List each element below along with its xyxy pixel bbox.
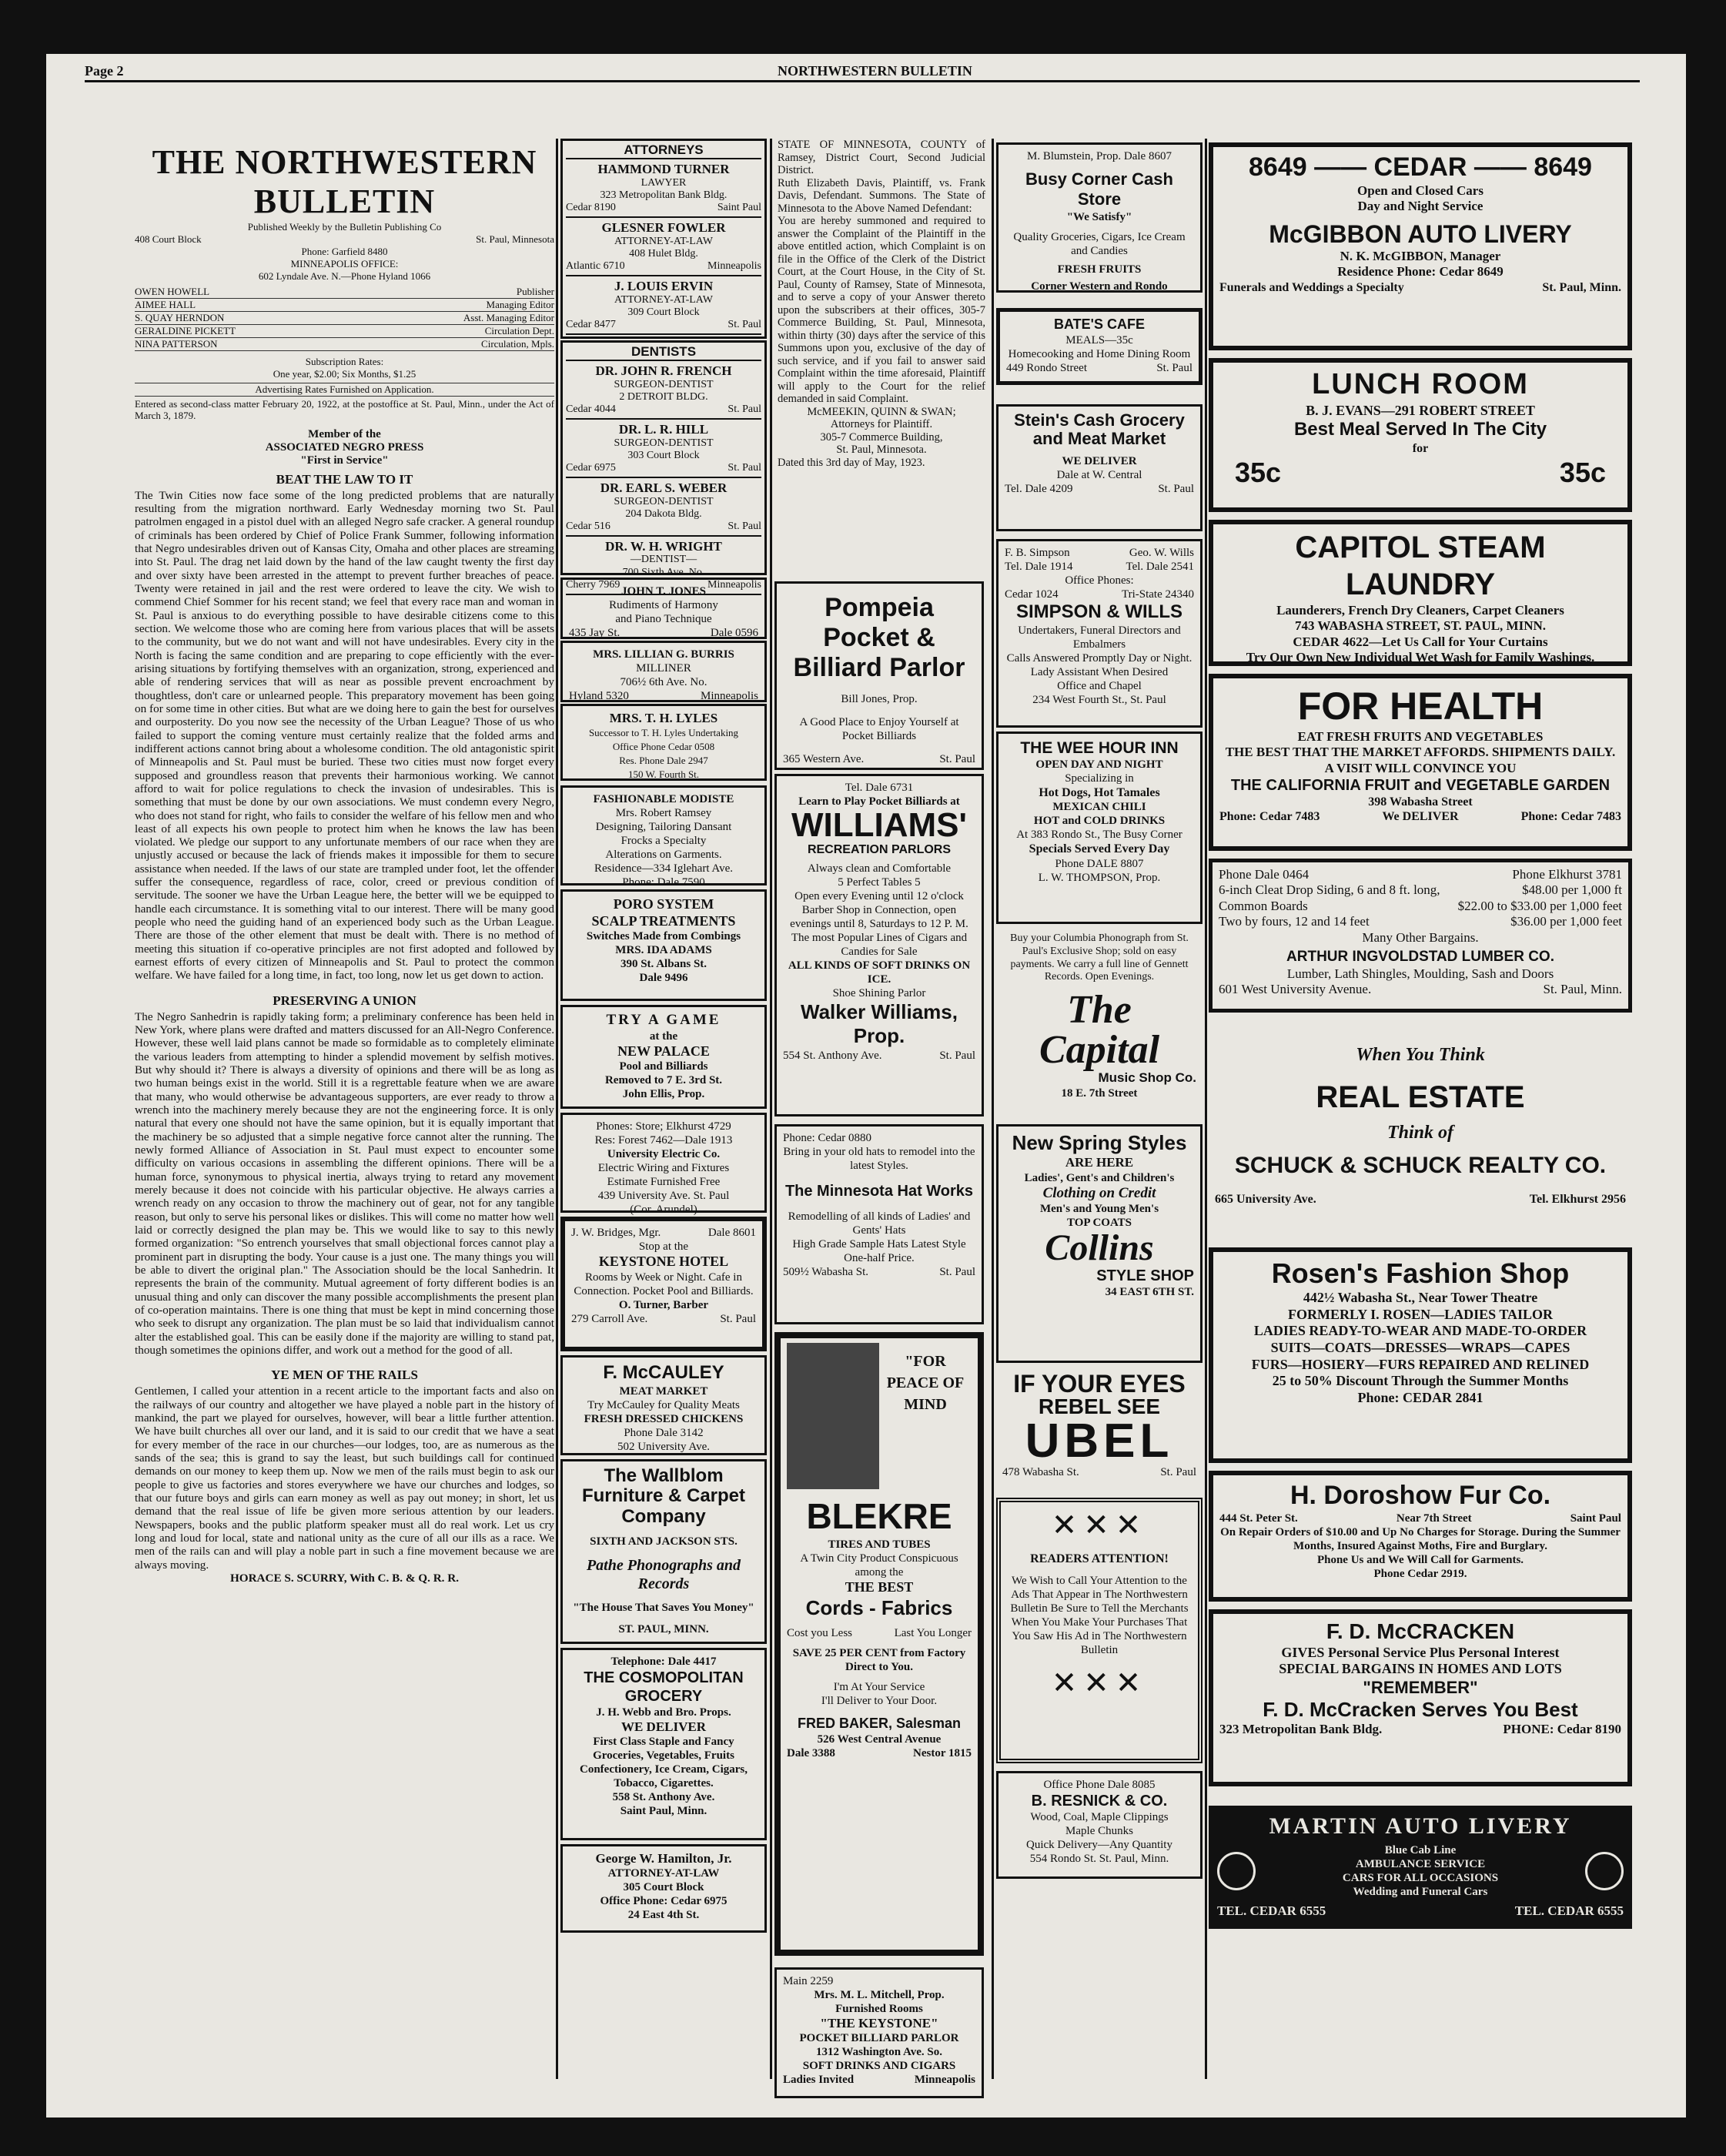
article-body: Gentlemen, I called your attention in a recent article to the important facts and also on the railways of our country and altogether we have played a noble part in the history of mankind, the part we played for ourselves, however, will bear a little further attention. We have built churches all over our land, and it is said to our credit that we have a seat for every member of the race in our churches—our lodges, too, are as numerous as the sands of the sea; this is grand to say the least, but such buildings call for continued demands on our money to keep them up. Now we men of the rails must begin to ask our people to give us factories and stores everywhere we have our churches and lodges, so that our future boys and girls can earn money as well as pay out money; in short, let us demand that the real issue of life be given more serious attention by our leaders. Newspapers, books and the public platform speaker must all do real work. Let us cry long and loud for local, state and national unity as the cure of all our ills as a race. We men of the rails can and will play a noble part in such a fine movement because we are always moving. bbox=[135, 1384, 554, 1572]
rosen-fashion-ad: Rosen's Fashion Shop 442½ Wabasha St., Near Tower Theatre FORMERLY I. ROSEN—LADIES TAILOR LADIES READY-TO-WEAR AND MADE-TO-ORDER SUITS—COATS—DRESSES—WRAPS—CAPES FURS—HOSIERY—FURS REPAIRED AND RELINED 25 to 50% Discount Through the Summer Months Phone: CEDAR 2841 bbox=[1209, 1247, 1632, 1463]
attorney-card-phone: Cedar 8190 bbox=[566, 202, 616, 214]
business-ads-column bbox=[996, 139, 1203, 2083]
dentist-card-name: DR. W. H. WRIGHT bbox=[605, 538, 722, 554]
attorney-card-name: J. LOUIS ERVIN bbox=[614, 279, 714, 294]
palace-ad: TRY A GAME at the NEW PALACE Pool and Billiards Removed to 7 E. 3rd St. John Ellis, Prop. bbox=[560, 1005, 767, 1109]
page-number: Page 2 bbox=[85, 63, 124, 79]
wheel-emblem-icon bbox=[1217, 1852, 1256, 1890]
staff-list bbox=[135, 286, 554, 351]
mpls-address: 602 Lyndale Ave. N.—Phone Hyland 1066 bbox=[258, 270, 431, 282]
press-name: ASSOCIATED NEGRO PRESS bbox=[265, 440, 424, 454]
lunch-room-ad: LUNCH ROOM B. J. EVANS—291 ROBERT STREET Best Meal Served In The City for 35c 35c bbox=[1209, 358, 1632, 512]
member-line: Member of the bbox=[308, 427, 381, 440]
mccracken-ad: F. D. McCRACKEN GIVES Personal Service Plus Personal Interest SPECIAL BARGAINS IN HOMES AND LOTS "REMEMBER" F. D. McCracken Serves You Best 323 Metropolitan Bank Bldg. PHONE: Cedar 8190 bbox=[1209, 1609, 1632, 1786]
capitol-laundry-ad: CAPITOL STEAM LAUNDRY Launderers, French Dry Cleaners, Carpet Cleaners 743 WABASHA STREET, ST. PAUL, MINN. CEDAR 4622—Let Us Call for Your Curtains Try Our Own New Individual Wet Wash for Family Washings. bbox=[1209, 520, 1632, 666]
masthead-address-row: 408 Court Block St. Paul, Minnesota bbox=[135, 233, 554, 245]
running-title: NORTHWESTERN BULLETIN bbox=[778, 63, 972, 79]
dentist-list bbox=[566, 361, 761, 594]
attorney-card-name: HAMMOND TURNER bbox=[597, 162, 730, 177]
attorney-list bbox=[566, 159, 761, 334]
attorney-card-phone: Cedar 8477 bbox=[566, 318, 616, 330]
dentist-card-city: St. Paul bbox=[728, 520, 761, 532]
dentist-card-city: Minneapolis bbox=[707, 578, 761, 591]
williams-ad: Tel. Dale 6731 Learn to Play Pocket Billiards at WILLIAMS' RECREATION PARLORS Always clean and Comfortable 5 Perfect Tables 5 Open every Evening until 12 o'clock Barber Shop in Connection, open evenings until 8, Saturdays to 12 P. M. The most Popular Lines of Cigars and Candies for Sale ALL KINDS OF SOFT DRINKS ON ICE. Shoe Shining Parlor Walker Williams, Prop. 554 St. Anthony Ave. St. Paul bbox=[774, 774, 984, 1116]
dentist-card-title: SURGEON-DENTIST bbox=[614, 437, 714, 449]
dentist-card-phone: Cedar 6975 bbox=[566, 461, 616, 474]
wallblom-ad: The Wallblom Furniture & Carpet Company SIXTH AND JACKSON STS. Pathe Phonographs and Records "The House That Saves You Money" ST. PAUL, MINN. bbox=[560, 1459, 767, 1644]
pompeia-ad: Pompeia Pocket & Billiard Parlor Bill Jones, Prop. A Good Place to Enjoy Yourself at Pocket Billiards 365 Western Ave. St. Paul bbox=[774, 581, 984, 770]
staff-row bbox=[135, 312, 554, 325]
press-motto: "First in Service" bbox=[300, 454, 389, 467]
dentist-card-title: SURGEON-DENTIST bbox=[614, 495, 714, 507]
blekre-ad: "FOR PEACE OF MIND BLEKRE TIRES AND TUBES A Twin City Product Conspicuous among the THE BEST Cords - Fabrics Cost you Less Last You Longer SAVE 25 PER CENT from Factory Direct to You. I'm At Your Service I'll Deliver to Your Door. FRED BAKER, Salesman 526 West Central Avenue Dale 3388 Nestor 1815 bbox=[774, 1332, 984, 1956]
attorney-card-name: GLESNER FOWLER bbox=[601, 220, 726, 236]
dentist-card-name: DR. L. R. HILL bbox=[618, 422, 709, 437]
subscription-rates: One year, $2.00; Six Months, $1.25 bbox=[273, 368, 416, 380]
price-right: 35c bbox=[1559, 457, 1606, 489]
header-rule bbox=[85, 80, 1640, 82]
dentist-card bbox=[566, 420, 761, 478]
staff-name: GERALDINE PICKETT bbox=[135, 325, 236, 336]
dentist-card bbox=[566, 361, 761, 420]
schuck-realty-ad: When You Think REAL ESTATE Think of SCHUCK & SCHUCK REALTY CO. 665 University Ave. Tel. Elkhurst 2956 bbox=[1215, 1045, 1626, 1206]
column-rule-3 bbox=[992, 139, 994, 2079]
attorney-card-title: ATTORNEY-AT-LAW bbox=[614, 293, 713, 306]
article-signature: HORACE S. SCURRY, With C. B. & Q. R. R. bbox=[229, 1571, 460, 1585]
salesman-photo bbox=[787, 1343, 879, 1489]
dentist-card-name: DR. EARL S. WEBER bbox=[600, 480, 728, 496]
dentist-card-city: St. Paul bbox=[728, 403, 761, 416]
dentist-card-addr: 303 Court Block bbox=[627, 449, 700, 461]
dentist-card-name: DR. JOHN R. FRENCH bbox=[595, 363, 732, 379]
dentist-card-addr: 700 Sixth Ave. No. bbox=[622, 566, 705, 578]
publisher-line: Published Weekly by the Bulletin Publishing Co bbox=[247, 221, 442, 233]
dentist-card-phone: Cedar 4044 bbox=[566, 403, 616, 416]
article-title: PRESERVING A UNION bbox=[273, 993, 416, 1008]
staff-role: Asst. Managing Editor bbox=[463, 312, 554, 323]
page-header bbox=[85, 63, 1640, 80]
dentist-card-phone: Cherry 7969 bbox=[566, 578, 620, 591]
article-body: The Negro Sanhedrin is rapidly taking form; a preliminary conference has been held in New York, where plans were drafted and matters discussed for an All-Negro Conference. However, these well laid plans cannot be made so formidable as to completely eliminate the various leaders from attempting to hinder a splendid movement by selfish motives. But why should it? There is always a diversity of opinions and there will be as long as two human beings exist in the world. Still it is a regrettable feature when we are aware that many, who would otherwise be advantageous supporters, are ever ready to throw a wrench into the machinery merely because they are not the engineering force. It is only natural that every one should not have the same opinion, but it is equally important that the machinery be so adjusted that a simple negative force cannot alter the running. The newly formed Alliance of Association in St. Paul must expect to encounter some difficulty on various occasions in assembling the different opinions. There will be a human force, synonymous to physical inertia, always trying to retard any movement merely because it does not coincide with his particular objective. He always carries a wrench ready on any occasion to throw the machinery out of gear, not for any tangible reason, but only to serve his personal likes or dislikes. This will come no matter how well laid or correctly designed the plan may be. This we would like to say to this newly formed organization: "So entrench yourselves that small objectional forces cannot play a prominent part in disrupting the body. Your cause is a just one. The many things you will be able to divert the original plan." The Association should be the local Sanhedrin. It represents the brain of the community. Mutual agreement of forty different bodies is an unusual thing and only can discover the many possible accomplishments the present plan of co-operation maintains. There is one thing that must be kept in mind concerning those who seek to disrupt any organization. The plan must be so laid that individualism cannot alter the established goal. This can be easily done if the majority are willing to stand pat, though sometimes the opinions differ, and work out a method for the good of all. bbox=[135, 1009, 554, 1357]
dentist-card-addr: 204 Dakota Bldg. bbox=[625, 507, 702, 520]
staff-name: AIMEE HALL bbox=[135, 299, 196, 310]
keystone-hotel-ad: J. W. Bridges, Mgr. Dale 8601 Stop at the KEYSTONE HOTEL Rooms by Week or Night. Cafe in Connection. Pocket Pool and Billiards. O. Turner, Barber 279 Carroll Ave. St. Paul bbox=[560, 1217, 767, 1351]
california-fruit-ad: FOR HEALTH EAT FRESH FRUITS AND VEGETABLES THE BEST THAT THE MARKET AFFORDS. SHIPMENTS DAILY. A VISIT WILL CONVINCE YOU THE CALIFORNIA FRUIT and VEGETABLE GARDEN 398 Wabasha Street Phone: Cedar 7483 We DELIVER Phone: Cedar 7483 bbox=[1209, 674, 1632, 851]
directory-column bbox=[560, 139, 767, 2083]
martin-livery-ad: MARTIN AUTO LIVERY Blue Cab Line AMBULANCE SERVICE CARS FOR ALL OCCASIONS Wedding and Funeral Cars TEL. CEDAR 6555 TEL. CEDAR 6555 bbox=[1209, 1806, 1632, 1929]
staff-row bbox=[135, 286, 554, 299]
attorney-card bbox=[566, 159, 761, 218]
collins-style-shop-ad: New Spring Styles ARE HERE Ladies', Gent's and Children's Clothing on Credit Men's and Young Men's TOP COATS Collins STYLE SHOP 34 EAST 6TH ST. bbox=[996, 1124, 1203, 1363]
masthead-phone: Phone: Garfield 8480 bbox=[301, 246, 388, 257]
bates-cafe-ad: BATE'S CAFE MEALS—35c Homecooking and Home Dining Room 449 Rondo Street St. Paul bbox=[996, 308, 1203, 385]
dentist-card-title: —DENTIST— bbox=[630, 554, 697, 566]
ubel-optical-ad: IF YOUR EYES REBEL SEE UBEL 478 Wabasha St. St. Paul bbox=[1002, 1370, 1196, 1478]
article-title: YE MEN OF THE RAILS bbox=[271, 1368, 418, 1383]
ornament-icon: ✕✕✕ bbox=[1051, 1508, 1148, 1542]
staff-role: Circulation Dept. bbox=[484, 325, 554, 336]
ingvoldstad-lumber-ad: Phone Dale 0464 Phone Elkhurst 3781 6-inch Cleat Drop Siding, 6 and 8 ft. long, $48.00 per 1,000 ft Common Boards $22.00 to $33.00 per 1,000 feet Two by fours, 12 and 14 feet $36.00 per 1,000 feet Many Other Bargains. ARTHUR INGVOLDSTAD LUMBER CO. Lumber, Lath Shingles, Moulding, Sash and Doors 601 West University Avenue. St. Paul, Minn. bbox=[1209, 859, 1632, 1013]
legal-and-ads-column bbox=[774, 139, 988, 2087]
staff-row bbox=[135, 299, 554, 312]
burris-ad: MRS. LILLIAN G. BURRIS MILLINER 706½ 6th Ave. No. Hyland 5320 Minneapolis bbox=[560, 641, 767, 702]
attorney-card-title: LAWYER bbox=[641, 176, 687, 189]
electric-ad: Phones: Store; Elkhurst 4729 Res: Forest 7462—Dale 1913 University Electric Co. Electric Wiring and Fixtures Estimate Furnished Free 439 University Ave. St. Paul (Cor. Arundel) bbox=[560, 1113, 767, 1213]
attorney-card-title: ATTORNEY-AT-LAW bbox=[614, 235, 713, 247]
dentist-card-addr: 2 DETROIT BLDG. bbox=[619, 391, 708, 403]
attorney-card-addr: 309 Court Block bbox=[627, 306, 700, 318]
dentist-card-title: SURGEON-DENTIST bbox=[614, 378, 714, 390]
stein-grocery-ad: Stein's Cash Grocery and Meat Market WE DELIVER Dale at W. Central Tel. Dale 4209 St. Paul bbox=[996, 404, 1203, 531]
entry-note: Entered as second-class matter February 20, 1922, at the postoffice at St. Paul, Minn., under the Act of March 3, 1879. bbox=[135, 398, 554, 421]
attorneys-ad: ATTORNEYS HAMMOND TURNER LAWYER 323 Metropolitan Bank Bldg. Cedar 8190 Saint Paul GLESNER FOWLER ATTORNEY-AT-LAW 408 Hulet Bldg. Atlantic 6710 Minneapolis J. LOUIS ERVIN ATTORNEY-AT-LAW 309 Court Block Cedar 8477 St. Paul bbox=[560, 139, 767, 339]
jones-ad: JOHN T. JONES Rudiments of Harmony and Piano Technique 435 Jay St. Dale 0596 bbox=[560, 578, 767, 639]
cosmopolitan-ad: Telephone: Dale 4417 THE COSMOPOLITAN GROCERY J. H. Webb and Bro. Props. WE DELIVER First Class Staple and Fancy Groceries, Vegetables, Fruits Confectionery, Ice Cream, Cigars, Tobacco, Cigarettes. 558 St. Anthony Ave. Saint Paul, Minn. bbox=[560, 1648, 767, 1840]
attorney-card bbox=[566, 276, 761, 335]
staff-role: Circulation, Mpls. bbox=[481, 338, 554, 350]
column-rule-1 bbox=[556, 139, 558, 2079]
staff-name: S. QUAY HERNDON bbox=[135, 312, 225, 323]
wee-hour-inn-ad: THE WEE HOUR INN OPEN DAY AND NIGHT Specializing in Hot Dogs, Hot Tamales MEXICAN CHILI HOT and COLD DRINKS At 383 Rondo St., The Busy Corner Specials Served Every Day Phone DALE 8807 L. W. THOMPSON, Prop. bbox=[996, 732, 1203, 924]
attorney-card-phone: Atlantic 6710 bbox=[566, 259, 625, 272]
article-title: BEAT THE LAW TO IT bbox=[276, 471, 413, 487]
attorney-card-city: Minneapolis bbox=[707, 259, 761, 272]
staff-name: OWEN HOWELL bbox=[135, 286, 210, 297]
capital-music-ad: Buy your Columbia Phonograph from St. Paul's Exclusive Shop; sold on easy payments. We carry a full line of Gennett Records. Open Evenings. The Capital Music Shop Co. 18 E. 7th Street bbox=[1010, 932, 1196, 1100]
masthead-title: THE NORTHWESTERN BULLETIN bbox=[152, 143, 537, 220]
attorney-card-city: Saint Paul bbox=[717, 202, 761, 214]
mpls-office-label: MINNEAPOLIS OFFICE: bbox=[290, 258, 399, 270]
lyles-ad: MRS. T. H. LYLES Successor to T. H. Lyles Undertaking Office Phone Cedar 0508 Res. Phone Dale 2947 150 W. Fourth St. bbox=[560, 704, 767, 781]
hat-works-ad: Phone: Cedar 0880 Bring in your old hats to remodel into the latest Styles. The Minnesota Hat Works Remodelling of all kinds of Ladies' and Gents' Hats High Grade Sample Hats Latest Style One-half Price. 509½ Wabasha St. St. Paul bbox=[774, 1124, 984, 1324]
editorial-column bbox=[135, 142, 554, 2079]
staff-name: NINA PATTERSON bbox=[135, 338, 218, 350]
subscription-label: Subscription Rates: bbox=[305, 356, 384, 367]
attorney-card-addr: 408 Hulet Bldg. bbox=[629, 247, 698, 259]
ornament-icon: ✕✕✕ bbox=[1051, 1666, 1148, 1701]
staff-row bbox=[135, 325, 554, 338]
article-body: The Twin Cities now face some of the long predicted problems that are naturally resulting from the migration northward. Early Wednesday morning two St. Paul patrolmen engaged in a pistol duel with an alleged Negro safe cracker. A general roundup of criminals has been ordered by Chief of Police Frank Summer, following information that Negro undesirables driven out of Kansas City, Omaha and other places are streaming into St. Paul. The drag net laid down by the hand of the law caught twenty the first day and over sixty have been arrested in the attempt to prevent further breaches of peace. Twenty were retained in jail and the rest were ordered to leave the city. We wish to commend Chief Sommer for his recent stand; we feel that every race man and woman in St. Paul is anxious to do everything possible to have desirable citizens come to this section. We welcome those who are coming here from various places that will be assets to the community, but we do not want and will not have undesirables. Every city in the North is facing the same condition and are preparing to cope efficiently with the ever-arising situations by fortifying themselves with an organization, strong, experienced and able of rendering services that will as near as possible prevent encroachment by thoughtless, don't care or unlearned people. This preparatory movement has been going on for some time in other cities. But what are we doing here to gain the best for ourselves and ourposterity. Do you now see the necessity of the Urban League? Those of us who failed to support the coming venture must certainly realize that the folded arms and indifferent actions cannot bring about a wholesome condition. The old antagonistic spirit of Minneapolis and St. Paul must be buried. These two cities must now forget every supposed and groundless reason that prevents their harmonious working. We cannot afford to wait for police regulations to check the invasion of undesirables. This is something that must be done by our own associations. We must condemn every Negro, who does not stand for right, who fails to consider the welfare of his fellow men and who least of all expects his own people to protect him when he knows the law has been violated. We pledge our support to any unfortunate members of our race when they are unjustly accused or because the lack of friends makes it impossible for them to secure assistance when needed. If the laws of our state are trampled under foot, let the offender suffer the consequence, regardless of race, color, creed or previous condition of servitude. The sooner we have the Urban League here, the better will we be equipped to handle each circumstance. It is something vital to our interest. There will be many good people who need the guiding hand of an experienced body such as the Urban League. There are those of the other element that must be dealt with. There is no method of meeting this situation if co-operative principles are not first adopted and followed by earnest efforts of every citizen of Minneapolis and St. Paul to protect the common welfare. We have failed for a long time, in fact, too long, now let us get down to action. bbox=[135, 488, 554, 983]
busy-corner-ad: M. Blumstein, Prop. Dale 8607 Busy Corner Cash Store "We Satisfy" Quality Groceries, Cigars, Ice Cream and Candies FRESH FRUITS Corner Western and Rondo bbox=[996, 142, 1203, 293]
column-rule-4 bbox=[1205, 139, 1207, 2079]
display-ads-column bbox=[1209, 139, 1636, 2083]
dentist-card-city: St. Paul bbox=[728, 461, 761, 474]
attorney-card-addr: 323 Metropolitan Bank Bldg. bbox=[600, 189, 728, 202]
dentist-card bbox=[566, 478, 761, 537]
attorney-card-city: St. Paul bbox=[728, 318, 761, 330]
hamilton-ad: George W. Hamilton, Jr. ATTORNEY-AT-LAW 305 Court Block Office Phone: Cedar 6975 24 East 4th St. bbox=[560, 1844, 767, 1933]
staff-role: Managing Editor bbox=[486, 299, 554, 310]
resnick-ad: Office Phone Dale 8085 B. RESNICK & CO. Wood, Coal, Maple Clippings Maple Chunks Quick Delivery—Any Quantity 554 Rondo St. St. Paul, Minn. bbox=[996, 1771, 1203, 1879]
mcgibbon-livery-ad: 8649 —— CEDAR —— 8649 Open and Closed Cars Day and Night Service McGIBBON AUTO LIVERY N. K. McGIBBON, Manager Residence Phone: Cedar 8649 Funerals and Weddings a Specialty St. Paul, Minn. bbox=[1209, 142, 1632, 350]
doroshow-fur-ad: H. Doroshow Fur Co. 444 St. Peter St. Near 7th Street Saint Paul On Repair Orders of $10.00 and Up No Charges for Storage. During the Summer Months, Insured Against Moths, Fire and Burglary. Phone Us and We Will Call for Garments. Phone Cedar 2919. bbox=[1209, 1471, 1632, 1602]
staff-role: Publisher bbox=[516, 286, 554, 297]
readers-attention-ad: ✕✕✕ READERS ATTENTION! We Wish to Call Your Attention to the Ads That Appear in The Northwestern Bulletin Be Sure to Tell the Merchants When You Make Your Purchases That You Saw His Ad in The Northwestern Bulletin ✕✕✕ bbox=[996, 1498, 1203, 1763]
column-rule-2 bbox=[770, 139, 772, 2079]
dentists-ad: DENTISTS DR. JOHN R. FRENCH SURGEON-DENTIST 2 DETROIT BLDG. Cedar 4044 St. Paul DR. L. R. HILL SURGEON-DENTIST 303 Court Block Cedar 6975 St. Paul DR. EARL S. WEBER SURGEON-DENTIST 204 Dakota Bldg. Cedar 516 St. Paul DR. W. H. WRIGHT —DENTIST— 700 Sixth Ave. No. Cherry 7969 Minneapolis bbox=[560, 340, 767, 575]
advertising-note: Advertising Rates Furnished on Application. bbox=[135, 383, 554, 397]
wheel-emblem-icon bbox=[1585, 1852, 1624, 1890]
dentist-card-phone: Cedar 516 bbox=[566, 520, 610, 532]
mitchell-keystone-ad: Main 2259 Mrs. M. L. Mitchell, Prop. Furnished Rooms "THE KEYSTONE" POCKET BILLIARD PARLOR 1312 Washington Ave. So. SOFT DRINKS AND CIGARS Ladies Invited Minneapolis bbox=[774, 1967, 984, 2098]
poro-ad: PORO SYSTEM SCALP TREATMENTS Switches Made from Combings MRS. IDA ADAMS 390 St. Albans St. Dale 9496 bbox=[560, 889, 767, 1001]
modiste-ad: FASHIONABLE MODISTE Mrs. Robert Ramsey Designing, Tailoring Dansant Frocks a Specialty Alterations on Garments. Residence—334 Iglehart Ave. Phone: Dale 7590 bbox=[560, 785, 767, 886]
mccauley-ad: F. McCAULEY MEAT MARKET Try McCauley for Quality Meats FRESH DRESSED CHICKENS Phone Dale 3142 502 University Ave. bbox=[560, 1355, 767, 1455]
summons-notice: STATE OF MINNESOTA, COUNTY of Ramsey, District Court, Second Judicial District. Ruth Elizabeth Davis, Plaintiff, vs. Frank Davis, Defendant. Summons. The State of Minnesota to the Above Named Defendant: You are hereby summoned and required to answer the Complaint of the Plaintiff in the above entitled action, which Complaint is on file in the Office of the Clerk of the District Court, at the Court House, in the City of St. Paul, County of Ramsey, State of Minnesota, and to serve a copy of your Answer thereto upon the subscribers at their offices, 305-7 Commerce Building, St. Paul, Minnesota, within thirty (30) days after the service of this Summons upon you, exclusive of the day of such service, and if you fail to answer said Complaint within the time aforesaid, Plaintiff will apply to the Court for the relief demanded in said Complaint. McMEEKIN, QUINN & SWAN; Attorneys for Plaintiff. 305-7 Commerce Building, St. Paul, Minnesota. Dated this 3rd day of May, 1923. bbox=[778, 139, 985, 469]
attorney-card bbox=[566, 218, 761, 276]
simpson-wills-ad: F. B. Simpson Geo. W. Wills Tel. Dale 1914 Tel. Dale 2541 Office Phones: Cedar 1024 Tri-State 24340 SIMPSON & WILLS Undertakers, Funeral Directors and Embalmers Calls Answered Promptly Day or Night. Lady Assistant When Desired Office and Chapel 234 West Fourth St., St. Paul bbox=[996, 539, 1203, 728]
price-left: 35c bbox=[1235, 457, 1282, 489]
staff-row bbox=[135, 338, 554, 351]
